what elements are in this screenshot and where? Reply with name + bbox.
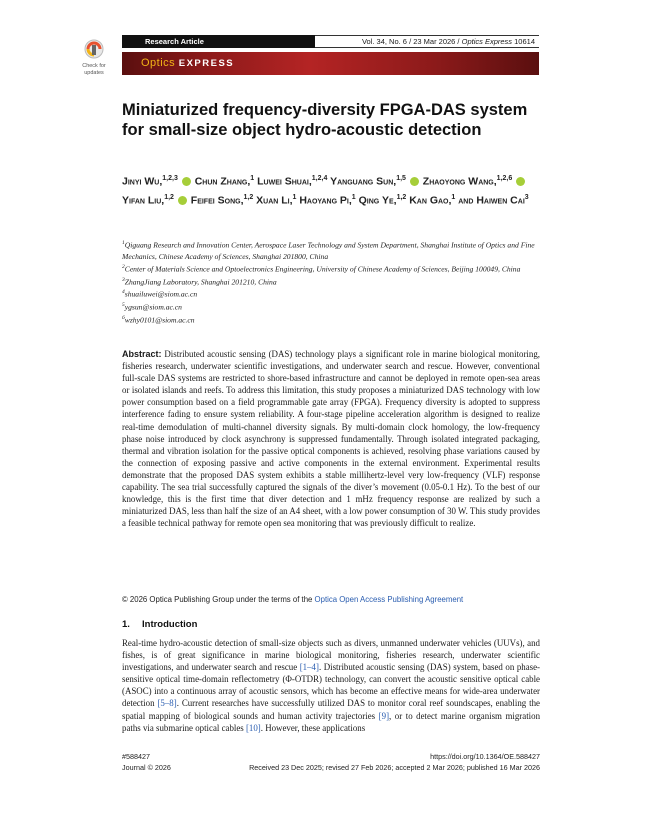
section-number: 1. [122, 619, 130, 630]
issue-details: Vol. 34, No. 6 / 23 Mar 2026 / [361, 37, 462, 46]
check-for-updates-badge[interactable] [76, 38, 112, 76]
section-title: Introduction [142, 619, 198, 630]
author-affiliation-sup: 1 [250, 175, 255, 182]
author-name: Kan Gao, [409, 194, 452, 207]
journal-copyright: Journal © 2026 [122, 762, 171, 772]
logo-part2: EXPRESS [178, 58, 235, 69]
author-affiliation-sup: 1,2 [164, 194, 174, 201]
author-name: Qing Ye, [358, 194, 397, 207]
affiliation-text: ygsun@siom.ac.cn [124, 302, 182, 312]
section-heading [122, 619, 197, 630]
author-name: Luwei Shuai, [257, 175, 312, 188]
intro-paragraph [122, 637, 540, 734]
affiliation-item [122, 238, 542, 262]
author-affiliation-sup: 1,2,3 [162, 175, 178, 182]
author-name: and [458, 194, 474, 207]
intro-text: . Distributed acoustic sensing (DAS) system, based on phase-sensitive optical time-domain reflectometry (Φ-OTDR) technology, can convert the acoustic sensitive optical cable (ASOC) into a continuous array of acoustic sensors, which has become an effective means for wide-area underwater detection [122, 662, 540, 709]
affiliation-number: 3 [122, 276, 125, 283]
journal-logo [141, 57, 234, 69]
affiliation-item [122, 287, 542, 300]
article-id: #588427 [122, 752, 150, 761]
affiliation-number: 2 [122, 263, 125, 270]
paper-title: Miniaturized frequency-diversity FPGA-DAS system for small-size object hydro-acoustic detection [122, 101, 528, 139]
citation-link[interactable]: [9] [378, 710, 390, 721]
author-list [122, 171, 540, 209]
logo-part1: Optics [141, 57, 176, 69]
author-affiliation-sup: 1 [292, 194, 297, 201]
abstract [122, 348, 540, 529]
check-updates-line1: Check for [82, 63, 106, 69]
affiliation-item [122, 275, 542, 288]
doi-link[interactable]: https://doi.org/10.1364/OE.588427 [430, 752, 540, 761]
author-name: Yifan Liu, [122, 194, 165, 207]
affiliation-number: 5 [122, 302, 125, 309]
affiliation-text: ZhangJiang Laboratory, Shanghai 201210, China [124, 277, 277, 287]
author-name: Chun Zhang, [194, 175, 251, 188]
brand-banner [122, 52, 539, 75]
orcid-icon[interactable] [178, 196, 187, 205]
citation-link[interactable]: [10] [245, 722, 261, 733]
author-name: Haiwen Cai [476, 194, 525, 207]
orcid-icon[interactable] [182, 177, 191, 186]
author-name: Feifei Song, [190, 194, 244, 207]
affiliation-text: shuailuwei@siom.ac.cn [124, 289, 198, 299]
citation-link[interactable]: [5–8] [157, 698, 177, 709]
author-name: Yanguang Sun, [330, 175, 397, 188]
author-affiliation-sup: 1,2 [396, 194, 407, 201]
copyright-text: © 2026 Optica Publishing Group under the terms of the [122, 595, 315, 604]
check-updates-icon [83, 38, 105, 62]
intro-text: . However, these applications [260, 722, 366, 733]
journal-header [122, 35, 539, 48]
check-updates-line2: updates [84, 70, 104, 76]
author-affiliation-sup: 1,2,6 [496, 175, 513, 182]
article-type: Research Article [122, 35, 315, 48]
affiliations [122, 238, 542, 326]
affiliation-number: 1 [122, 240, 125, 246]
journal-name: Optics Express [461, 37, 513, 46]
author-affiliation-sup: 3 [524, 194, 529, 201]
affiliation-text: Center of Materials Science and Optoelectronics Engineering, University of Chinese Academy of Sciences, Beijing 100049, China [124, 264, 521, 274]
author-name: Xuan Li, [256, 194, 293, 207]
abstract-label: Abstract: [122, 349, 162, 359]
author-affiliation-sup: 1,5 [396, 175, 406, 182]
abstract-text: Distributed acoustic sensing (DAS) technology plays a significant role in marine biological monitoring, fisheries research, underwater scientific investigations, and underwater search and rescue. However, conventional full-scale DAS systems are restricted to shore-based infrastructure and cannot be deployed in remote open-sea areas or isolated islands and reefs. To address this limitation, this study proposes a miniaturized DAS technology with low power consumption based on a field programmable gate array (FPGA). Frequency diversity is adopted to suppress interference fading to ensure system reliability. A four-stage pipeline acceleration algorithm is designed to realize real-time demodulation of multi-channel diversity signals. By multi-domain clock homology, the low-frequency phase noise introduced by clock asynchrony is suppressed fundamentally. Through isolated integrated packaging, thermal and vibration isolation for the passive optical components is achieved, resolving phase variations caused by the connection of exposing passive and active components in the external environment. Experimental results demonstrate that the proposed DAS system exhibits a stable millihertz-level very low-frequency (VLF) response capability. The sea trial successfully captured the signals of the diver’s movement (0.05-0.1 Hz). To the best of our knowledge, this is the first time that diver detection and 1 mHz frequency response are realized by such a miniaturized DAS, less than half the size of an A4 sheet, with a low power consumption of 30 W. This study provides a feasible technical pathway for remote open sea monitoring that was previously difficult to realize. [122, 349, 540, 529]
orcid-icon[interactable] [410, 177, 419, 186]
author-name: Jinyi Wu, [122, 175, 163, 188]
affiliation-number: 6 [122, 314, 125, 321]
affiliation-item [122, 262, 542, 275]
issue-info [315, 35, 539, 48]
publication-dates: Received 23 Dec 2025; revised 27 Feb 2026; accepted 2 Mar 2026; published 16 Mar 2026 [249, 762, 540, 772]
author-affiliation-sup: 1 [451, 194, 456, 201]
author-affiliation-sup: 1,2 [243, 194, 254, 201]
intro-text: , or to detect marine organism migration paths via submarine optical cables [122, 710, 541, 733]
author-name: Zhaoyong Wang, [422, 175, 497, 188]
intro-text: Real-time hydro-acoustic detection of small-size objects such as divers, unmanned underwater vehicles (UUVs), and fishes, is of great significance in marine biological monitoring, fisheries research, underwater scientific investigations, and underwater search and rescue [122, 638, 540, 673]
author-affiliation-sup: 1 [351, 194, 356, 201]
affiliation-item [122, 313, 542, 326]
page-footer [122, 752, 540, 773]
orcid-icon[interactable] [516, 177, 525, 186]
affiliation-item [122, 300, 542, 313]
affiliation-text: Qiguang Research and Innovation Center, Aerospace Laser Technology and System Department, Shanghai Institute of Optics and Fine Mechanics, Chinese Academy of Sciences, Shanghai 201800, China [122, 240, 535, 261]
author-name: Haoyang Pi, [299, 194, 352, 207]
open-access-link[interactable]: Optica Open Access Publishing Agreement [314, 595, 464, 604]
affiliation-text: wzhy0101@siom.ac.cn [124, 315, 195, 325]
page-number: 10614 [512, 37, 535, 46]
citation-link[interactable]: [1–4] [299, 662, 319, 673]
intro-text: . Current researches have successfully utilized DAS to monitor coral reef soundscapes, enabling the spatial mapping of biological sounds and human activity trajectories [122, 698, 540, 721]
affiliation-number: 4 [122, 289, 125, 296]
author-affiliation-sup: 1,2,4 [311, 175, 328, 182]
copyright-notice [122, 595, 542, 604]
